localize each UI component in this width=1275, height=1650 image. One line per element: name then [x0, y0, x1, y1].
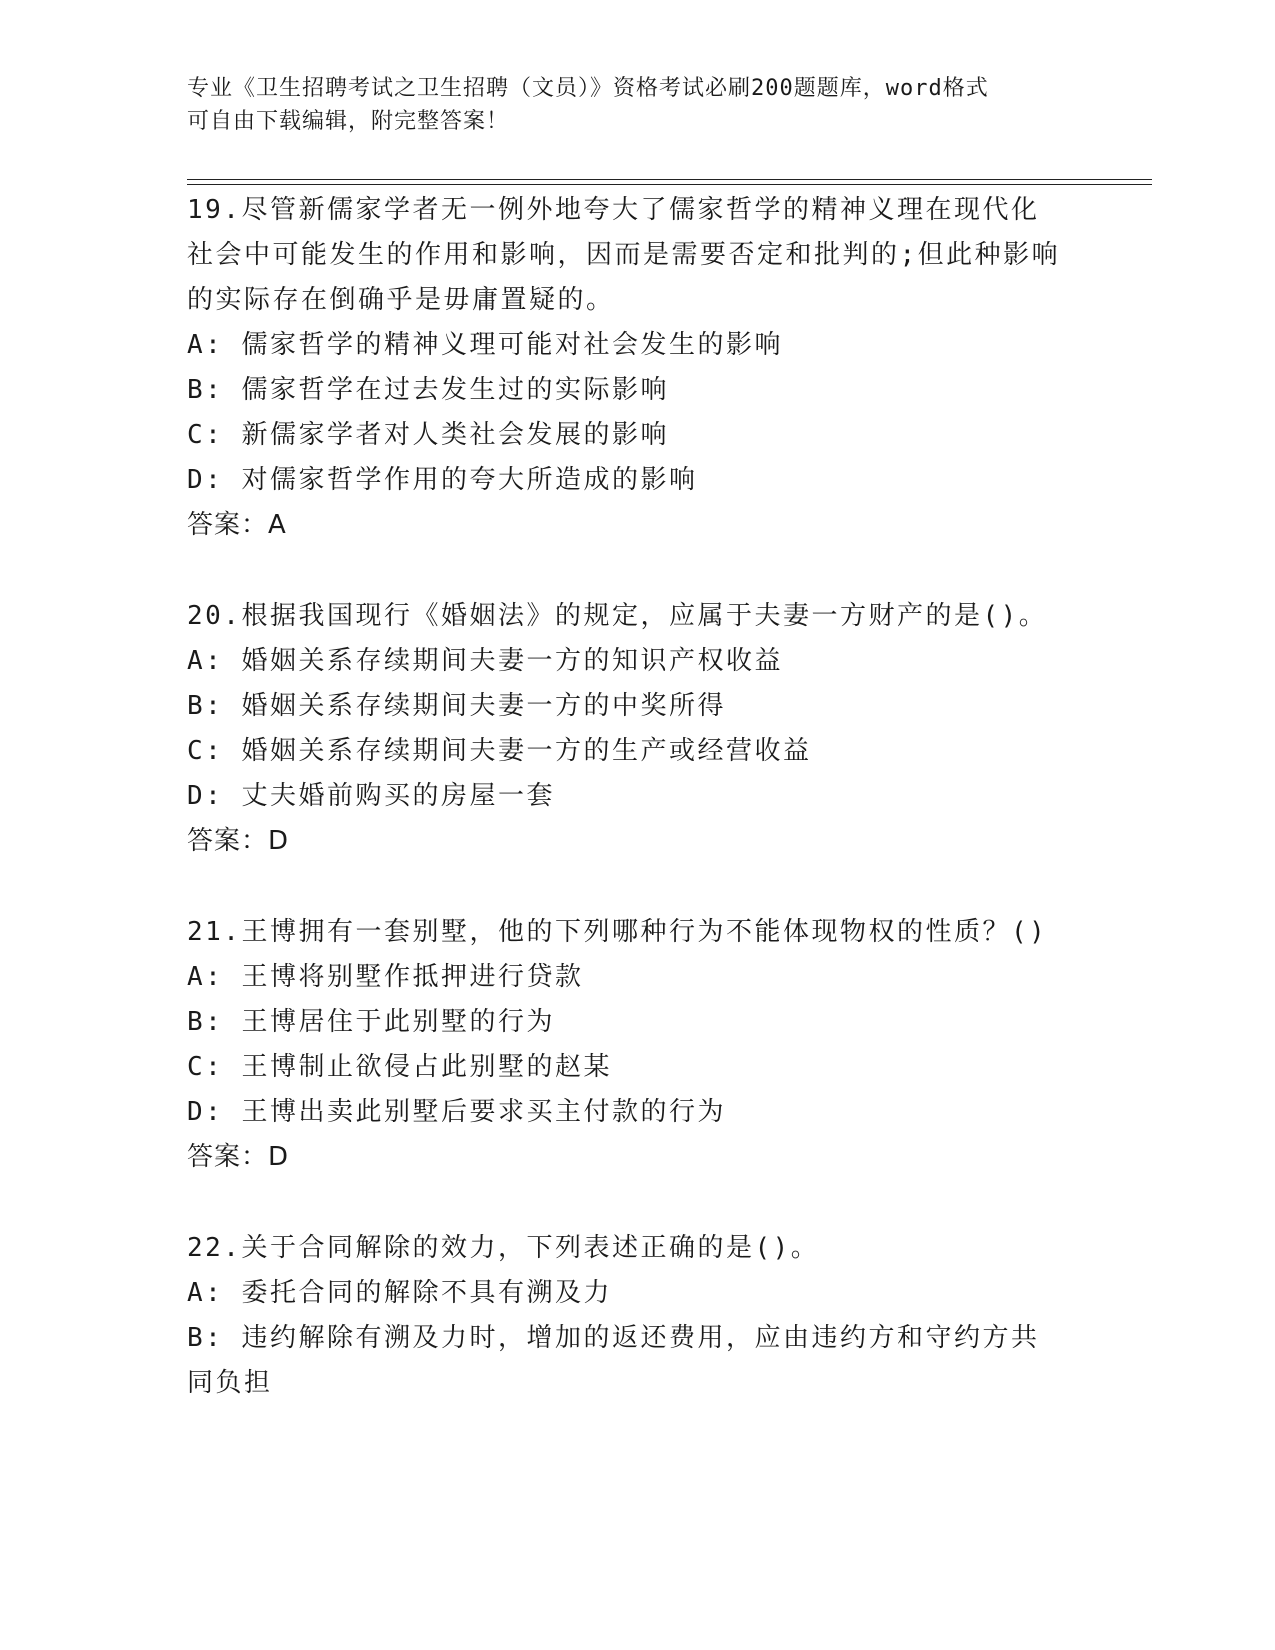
option-a: A: 王博将别墅作抵押进行贷款 [187, 962, 584, 992]
question-text: 21.王博拥有一套别墅，他的下列哪种行为不能体现物权的性质？() [187, 917, 1048, 947]
question-text: 20.根据我国现行《婚姻法》的规定，应属于夫妻一方财产的是()。 [187, 601, 1048, 631]
answer: 答案：D [187, 826, 290, 856]
header-divider [187, 179, 1152, 185]
page-header [187, 72, 1087, 138]
header-line-1: 专业《卫生招聘考试之卫生招聘（文员）》资格考试必刷200题题库，word格式 [187, 76, 989, 101]
option-c: C: 婚姻关系存续期间夫妻一方的生产或经营收益 [187, 736, 812, 766]
question-text: 19.尽管新儒家学者无一例外地夸大了儒家哲学的精神义理在现代化社会中可能发生的作用和影响，因而是需要否定和批判的;但此种影响的实际存在倒确乎是毋庸置疑的。 [187, 195, 1061, 315]
header-line-2: 可自由下载编辑，附完整答案！ [187, 109, 510, 134]
question-21 [187, 910, 1067, 1180]
option-a: A: 婚姻关系存续期间夫妻一方的知识产权收益 [187, 646, 783, 676]
option-d: D: 丈夫婚前购买的房屋一套 [187, 781, 555, 811]
question-22 [187, 1226, 1067, 1406]
option-b: B: 婚姻关系存续期间夫妻一方的中奖所得 [187, 691, 726, 721]
option-b: B: 违约解除有溯及力时，增加的返还费用，应由违约方和守约方共同负担 [187, 1323, 1040, 1398]
question-list [187, 188, 1067, 1452]
question-19 [187, 188, 1067, 548]
option-d: D: 王博出卖此别墅后要求买主付款的行为 [187, 1097, 726, 1127]
answer: 答案：D [187, 1142, 290, 1172]
option-d: D: 对儒家哲学作用的夸大所造成的影响 [187, 465, 698, 495]
answer: 答案：A [187, 510, 287, 540]
option-a: A: 儒家哲学的精神义理可能对社会发生的影响 [187, 330, 783, 360]
option-c: C: 新儒家学者对人类社会发展的影响 [187, 420, 669, 450]
option-b: B: 王博居住于此别墅的行为 [187, 1007, 555, 1037]
option-c: C: 王博制止欲侵占此别墅的赵某 [187, 1052, 612, 1082]
question-20 [187, 594, 1067, 864]
question-text: 22.关于合同解除的效力，下列表述正确的是()。 [187, 1233, 820, 1263]
option-a: A: 委托合同的解除不具有溯及力 [187, 1278, 612, 1308]
option-b: B: 儒家哲学在过去发生过的实际影响 [187, 375, 669, 405]
